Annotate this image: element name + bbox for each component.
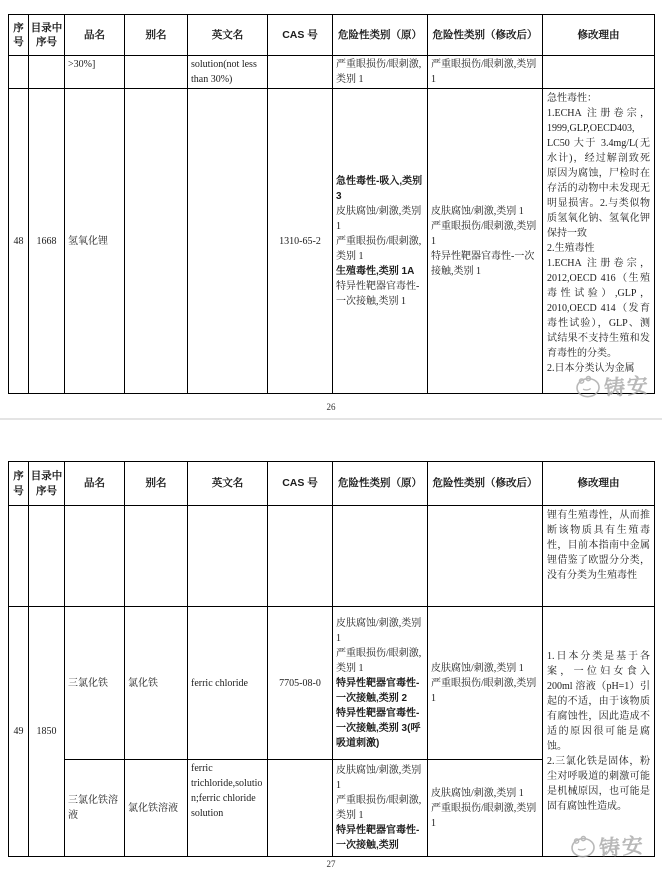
hazard-table-page26 bbox=[8, 14, 655, 394]
watermark-text: 铸安 bbox=[603, 372, 651, 400]
hazard-line: 严重眼损伤/眼刺激,类别 1 bbox=[336, 795, 422, 821]
hazard-line: 特异性靶器官毒性-一次接触,类别 1 bbox=[431, 250, 535, 277]
reason-line: 1.日本分类是基于各案，一位妇女食入200ml 溶液（pH=1）引起的不适，由于该物质有腐蚀性，因此造成不适的原因很可能是腐蚀。 bbox=[547, 651, 650, 752]
cell-catalog-empty bbox=[29, 506, 65, 607]
hazard-line: 严重眼损伤/眼刺激,类别 1 bbox=[431, 677, 537, 704]
hazard-line: 皮肤腐蚀/刺激,类别 1 bbox=[336, 765, 422, 791]
page-separator bbox=[0, 418, 662, 420]
header-english-name: 英文名 bbox=[188, 462, 268, 506]
reason-line: 2.日本分类认为金属 bbox=[547, 363, 635, 374]
hazard-line: 严重眼损伤/眼刺激,类别 1 bbox=[336, 647, 422, 674]
reason-line: 1.ECHA 注册卷宗，1999,GLP,OECD403, LC50 大于 3.4mg/L(无水计)，经过解剖致死原因为腐蚀，尸检时在存活的动物中未发现无明显损害。2.与类似物质氢氧化钠、氢氧化钾保持一致 bbox=[547, 108, 650, 239]
cell-alias: 氯化铁 bbox=[125, 607, 188, 760]
cell-cas-no: 7705-08-0 bbox=[268, 607, 333, 760]
hazard-line: 特异性靶器官毒性-一次接触,类别 1 bbox=[336, 280, 420, 307]
cell-reason bbox=[543, 89, 655, 394]
reason-line: 2.三氯化铁是固体，粉尘对呼吸道的刺激可能是机械原因，也可能是固有腐蚀性造成。 bbox=[547, 756, 650, 812]
cell-hazard-modified bbox=[428, 607, 543, 760]
header-alias: 别名 bbox=[125, 462, 188, 506]
header-pinming: 品名 bbox=[65, 462, 125, 506]
table1-header-row bbox=[9, 15, 655, 56]
cell-xuhao: 48 bbox=[9, 89, 29, 394]
cell-reason: 锂有生殖毒性，从而推断该物质具有生殖毒性，目前本指南中金属锂借鉴了欧盟分分类，没有分类为生殖毒性 bbox=[543, 506, 655, 607]
header-reason: 修改理由 bbox=[543, 462, 655, 506]
cell-cas-empty bbox=[268, 760, 333, 857]
hazard-table-page27 bbox=[8, 461, 655, 857]
table1-row-48 bbox=[9, 89, 655, 394]
reason-line: 急性毒性： bbox=[547, 93, 597, 104]
cell-xuhao-empty bbox=[9, 506, 29, 607]
table2-row-49-sub1 bbox=[9, 607, 655, 760]
hazard-line: 严重眼损伤/眼刺激,类别 1 bbox=[336, 235, 422, 262]
header-catalog-no: 目录中序号 bbox=[29, 15, 65, 56]
header-xuhao: 序号 bbox=[9, 462, 29, 506]
cell-english-empty bbox=[188, 506, 268, 607]
table2-carryover-row bbox=[9, 506, 655, 607]
cell-english-name: solution(not less than 30%) bbox=[188, 56, 268, 89]
cell-pinming: 三氯化铁 bbox=[65, 607, 125, 760]
cell-reason-empty bbox=[543, 56, 655, 89]
hazard-line: 皮肤腐蚀/刺激,类别 1 bbox=[336, 205, 422, 232]
header-cas-no: CAS 号 bbox=[268, 462, 333, 506]
cell-hazard-original bbox=[333, 607, 428, 760]
page-number-26: 26 bbox=[326, 402, 336, 412]
header-xuhao: 序号 bbox=[9, 15, 29, 56]
page-number-27: 27 bbox=[326, 859, 336, 869]
cell-hazard-modified bbox=[428, 89, 543, 394]
header-alias: 别名 bbox=[125, 15, 188, 56]
cell-hazard-modified-empty bbox=[428, 506, 543, 607]
hazard-line: 特异性靶器官毒性-一次接触,类别 2 bbox=[336, 677, 420, 704]
cell-catalog-empty bbox=[29, 56, 65, 89]
table1-carryover-row bbox=[9, 56, 655, 89]
cell-alias-empty bbox=[125, 89, 188, 394]
header-cas-no: CAS 号 bbox=[268, 15, 333, 56]
hazard-line: 严重眼损伤/眼刺激,类别 1 bbox=[431, 802, 537, 829]
hazard-line: 急性毒性-吸入,类别 3 bbox=[336, 175, 423, 202]
table2-header-row bbox=[9, 462, 655, 506]
header-hazard-modified: 危险性类别（修改后） bbox=[428, 462, 543, 506]
cell-catalog-no: 1850 bbox=[29, 607, 65, 857]
hazard-line: 皮肤腐蚀/刺激,类别 1 bbox=[431, 662, 524, 674]
header-hazard-modified: 危险性类别（修改后） bbox=[428, 15, 543, 56]
cell-pinming: >30%] bbox=[65, 56, 125, 89]
cell-alias-empty bbox=[125, 56, 188, 89]
cell-xuhao: 49 bbox=[9, 607, 29, 857]
header-catalog-no: 目录中序号 bbox=[29, 462, 65, 506]
hazard-line: 皮肤腐蚀/刺激,类别 1 bbox=[431, 787, 524, 799]
cell-cas-empty bbox=[268, 506, 333, 607]
cell-hazard-original-empty bbox=[333, 506, 428, 607]
cell-english-name: ferric chloride bbox=[188, 607, 268, 760]
cell-xuhao-empty bbox=[9, 56, 29, 89]
cell-pinming: 三氯化铁溶液 bbox=[65, 760, 125, 857]
header-pinming: 品名 bbox=[65, 15, 125, 56]
header-english-name: 英文名 bbox=[188, 15, 268, 56]
cell-reason bbox=[543, 607, 655, 857]
cell-hazard-original bbox=[333, 760, 428, 857]
hazard-line: 特异性靶器官毒性-一次接触,类别 bbox=[336, 825, 420, 851]
hazard-line: 皮肤腐蚀/刺激,类别 1 bbox=[336, 617, 422, 644]
hazard-line: 严重眼损伤/眼刺激,类别 1 bbox=[431, 220, 537, 247]
cell-english-name: ferric trichloride,solution;ferric chloride solution bbox=[188, 760, 268, 857]
cell-cas-no: 1310-65-2 bbox=[268, 89, 333, 394]
reason-line: 1.ECHA 注册卷宗，2012,OECD 416（生殖毒性试验）,GLP，2010,OECD 414（发育毒性试验），GLP、测试结果不支持生殖和发育毒性的分类。 bbox=[547, 258, 650, 359]
cell-pinming: 氢氧化锂 bbox=[65, 89, 125, 394]
cell-hazard-modified: 严重眼损伤/眼刺激,类别 1 bbox=[428, 56, 543, 89]
header-reason: 修改理由 bbox=[543, 15, 655, 56]
hazard-line: 特异性靶器官毒性-一次接触,类别 3(呼吸道刺激) bbox=[336, 707, 421, 749]
cell-hazard-original: 严重眼损伤/眼刺激,类别 1 bbox=[333, 56, 428, 89]
watermark-text: 铸安 bbox=[598, 832, 646, 860]
cell-catalog-no: 1668 bbox=[29, 89, 65, 394]
cell-english-empty bbox=[188, 89, 268, 394]
cell-cas-empty bbox=[268, 56, 333, 89]
cell-alias-empty bbox=[125, 506, 188, 607]
header-hazard-original: 危险性类别（原） bbox=[333, 15, 428, 56]
header-hazard-original: 危险性类别（原） bbox=[333, 462, 428, 506]
hazard-line: 皮肤腐蚀/刺激,类别 1 bbox=[431, 205, 524, 217]
reason-line: 2.生殖毒性 bbox=[547, 243, 595, 254]
cell-hazard-original bbox=[333, 89, 428, 394]
cell-alias: 氯化铁溶液 bbox=[125, 760, 188, 857]
hazard-line: 生殖毒性,类别 1A bbox=[336, 265, 415, 277]
cell-hazard-modified bbox=[428, 760, 543, 857]
cell-pinming-empty bbox=[65, 506, 125, 607]
